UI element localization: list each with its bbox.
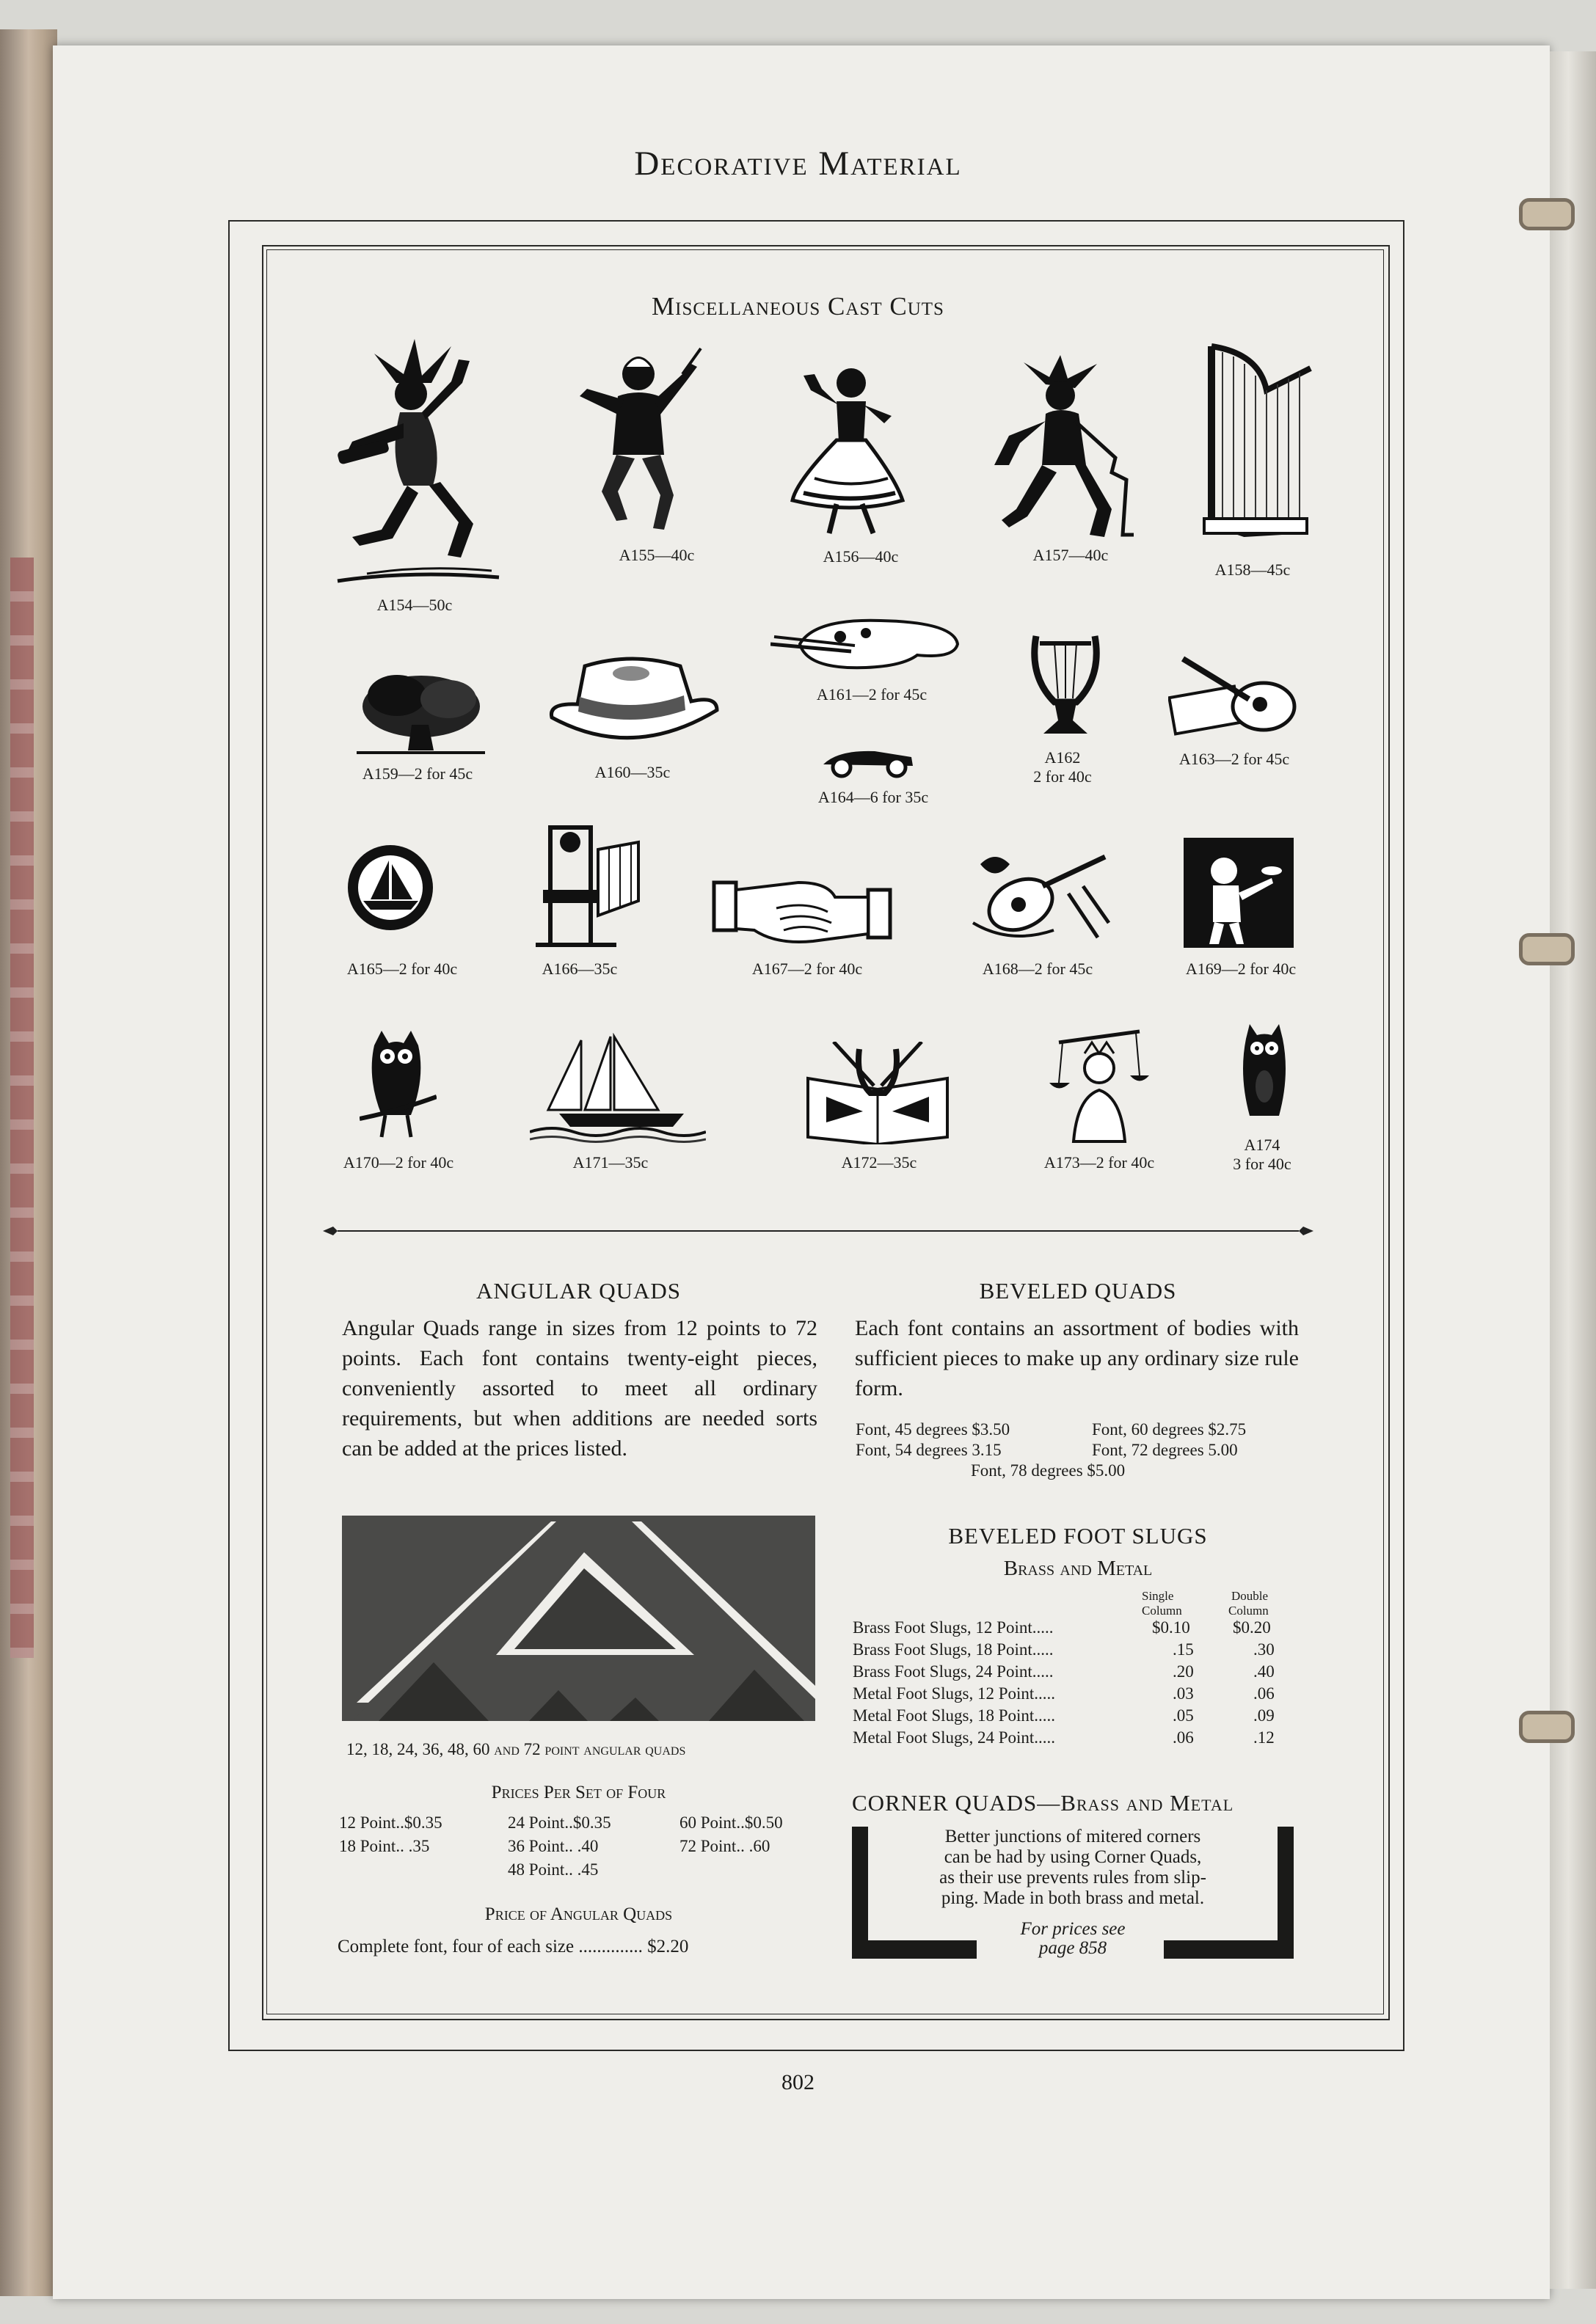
foot-slug-double: .09 [1253, 1706, 1275, 1725]
price-60pt-size: 60 Point.. [679, 1813, 745, 1832]
foot-slug-double: .12 [1253, 1728, 1275, 1747]
cut-a166 [528, 820, 646, 952]
cut-a162-label-line2: 2 for 40c [1033, 767, 1092, 786]
beveled-quads-heading: BEVELED QUADS [979, 1278, 1177, 1304]
foot-slug-single: .06 [1173, 1728, 1194, 1747]
price-72pt-value: .60 [748, 1837, 770, 1855]
font-price-label: Complete font, four of each size [338, 1937, 575, 1956]
cut-a158 [1193, 332, 1318, 544]
foot-slugs-heading: BEVELED FOOT SLUGS [948, 1523, 1208, 1549]
cut-a158-label: A158—45c [1214, 560, 1291, 579]
cut-a174-label-line2: 3 for 40c [1233, 1155, 1291, 1173]
foot-slugs-subheading: Brass and Metal [1003, 1557, 1153, 1580]
price-48pt-value: .45 [577, 1860, 599, 1879]
price-48pt-size: 48 Point.. [508, 1860, 573, 1879]
foot-slug-row [853, 1728, 1278, 1747]
foot-slug-row [853, 1640, 1278, 1659]
price-24pt [508, 1813, 611, 1832]
foot-slug-label: Brass Foot Slugs, 18 Point..... [853, 1640, 1054, 1659]
cut-a167-label: A167—2 for 40c [751, 960, 863, 978]
angular-quads-font-price-title: Price of Angular Quads [484, 1904, 673, 1924]
cut-a161 [770, 615, 965, 673]
foot-slug-label: Metal Foot Slugs, 24 Point..... [853, 1728, 1056, 1747]
handshake-icon [710, 872, 894, 952]
price-12pt-value: $0.35 [404, 1813, 442, 1832]
foot-slug-double: .06 [1253, 1684, 1275, 1703]
binder-ring-icon [1519, 1711, 1575, 1743]
cut-a160-label: A160—35c [594, 763, 671, 781]
cut-a164 [816, 742, 919, 779]
binder-ring-icon [1519, 933, 1575, 965]
cut-a161-label: A161—2 for 45c [816, 685, 928, 704]
price-48pt [508, 1860, 598, 1879]
tree-icon [357, 666, 485, 761]
cut-a170-label: A170—2 for 40c [343, 1153, 454, 1172]
price-72pt [679, 1837, 770, 1856]
foot-slug-row [853, 1684, 1278, 1703]
cut-a171 [530, 1033, 706, 1143]
corner-quads-line3: as their use prevents rules from slip- [939, 1868, 1206, 1888]
font-price-value: $2.20 [647, 1937, 689, 1956]
price-18pt-value: .35 [408, 1837, 430, 1855]
col-double-header-2: Column [1228, 1604, 1269, 1618]
foot-slug-label: Brass Foot Slugs, 12 Point..... [853, 1618, 1054, 1637]
angular-quads-illustration [342, 1516, 815, 1731]
cut-a174 [1239, 1024, 1290, 1123]
beveled-row2-left: Font, 54 degrees 3.15 [856, 1441, 1002, 1459]
cut-a169-label: A169—2 for 40c [1185, 960, 1297, 978]
beveled-row2-right: Font, 72 degrees 5.00 [1092, 1441, 1238, 1459]
price-12pt-size: 12 Point.. [339, 1813, 404, 1832]
corner-quads-line1: Better junctions of mitered corners [944, 1827, 1201, 1846]
dancing-girl-icon [781, 354, 914, 544]
justice-scales-icon [1048, 1024, 1151, 1145]
price-24pt-size: 24 Point.. [508, 1813, 573, 1832]
cut-a172 [804, 1042, 951, 1144]
beveled-row1-left: Font, 45 degrees $3.50 [856, 1420, 1010, 1439]
angular-quads-heading: ANGULAR QUADS [475, 1278, 682, 1304]
angular-quads-caption: 12, 18, 24, 36, 48, 60 and 72 point angular quads [346, 1740, 686, 1758]
cut-a159-label: A159—2 for 45c [362, 764, 473, 783]
corner-quads-heading-main: CORNER QUADS— [852, 1790, 1061, 1816]
font-price-leader: .............. [578, 1937, 643, 1956]
cut-a154 [323, 332, 506, 588]
harp-icon [1193, 332, 1318, 544]
ship-seal-icon [345, 842, 437, 934]
price-36pt-value: .40 [577, 1837, 599, 1855]
price-24pt-value: $0.35 [572, 1813, 611, 1832]
price-36pt-size: 36 Point.. [508, 1837, 573, 1855]
spine-strip [10, 558, 34, 1658]
price-60pt [679, 1813, 783, 1832]
beveled-quads-body: Each font contains an assortment of bodies with sufficient pieces to make up any ordinary size rule form. [855, 1316, 1299, 1400]
price-72pt-size: 72 Point.. [679, 1837, 745, 1855]
waiter-icon [1184, 838, 1294, 948]
palette-icon [770, 615, 965, 673]
cut-a168 [966, 842, 1112, 949]
price-60pt-value: $0.50 [744, 1813, 783, 1832]
corner-quads-note-line2: page 858 [1038, 1938, 1107, 1958]
corner-quads-line2: can be had by using Corner Quads, [944, 1847, 1202, 1867]
section-title: Miscellaneous Cast Cuts [652, 292, 944, 321]
owl-icon [1239, 1024, 1290, 1123]
cut-a173 [1048, 1024, 1151, 1145]
price-18pt [339, 1837, 429, 1856]
beveled-row3: Font, 78 degrees $5.00 [971, 1461, 1126, 1480]
foot-slug-double: $0.20 [1233, 1618, 1271, 1637]
cut-a174-label-line1: A174 [1244, 1136, 1280, 1154]
running-title: Decorative Material [634, 145, 962, 183]
cut-a160 [544, 651, 724, 754]
foot-slug-row [853, 1662, 1278, 1681]
cut-a157-label: A157—40c [1032, 546, 1109, 564]
beveled-row1-right: Font, 60 degrees $2.75 [1092, 1420, 1247, 1439]
cut-a157 [987, 355, 1137, 546]
angular-quads-body: Angular Quads range in sizes from 12 points to 72 points. Each font contains twenty-eight pieces, conveniently assorted to meet all ordinary requirements, but when additions are needed sorts can be added at the prices listed. [342, 1316, 817, 1461]
schooner-icon [530, 1033, 706, 1143]
cut-a162-label-line1: A162 [1044, 748, 1081, 767]
cut-a164-label: A164—6 for 35c [817, 788, 929, 806]
cut-a170 [360, 1027, 437, 1144]
foot-slug-single: $0.10 [1152, 1618, 1190, 1637]
cut-a169 [1184, 838, 1294, 948]
harlequin-icon [572, 345, 704, 543]
cut-a163-label: A163—2 for 45c [1178, 750, 1290, 768]
price-12pt [339, 1813, 442, 1832]
corner-quads-heading [852, 1790, 1234, 1816]
angular-quads-prices-title: Prices Per Set of Four [491, 1783, 666, 1802]
jester-dancing-icon [323, 332, 506, 588]
cut-a173-label: A173—2 for 40c [1043, 1153, 1155, 1172]
cut-a165 [345, 842, 437, 934]
race-car-icon [816, 742, 919, 779]
angular-quads-font-price [338, 1937, 816, 1957]
cut-a168-label: A168—2 for 45c [982, 960, 1093, 978]
page-number: 802 [781, 2070, 815, 2094]
cut-a155 [572, 345, 704, 543]
cut-a154-label: A154—50c [376, 596, 453, 614]
owl-on-branch-icon [360, 1027, 437, 1144]
printing-press-icon [528, 820, 646, 952]
foot-slug-row [853, 1706, 1278, 1725]
foot-slug-label: Brass Foot Slugs, 24 Point..... [853, 1662, 1054, 1681]
corner-quads-note-line1: For prices see [1020, 1919, 1126, 1939]
cut-a166-label: A166—35c [542, 960, 618, 978]
musical-instruments-icon [966, 842, 1112, 949]
col-single-header-1: Single [1142, 1589, 1174, 1603]
lyre-book-icon [804, 1042, 951, 1144]
cut-a162 [1021, 625, 1109, 739]
cut-a156 [781, 354, 914, 544]
cut-a159 [357, 666, 485, 761]
ornamental-divider [323, 1220, 1313, 1242]
jester-with-mandolin-icon [987, 355, 1137, 546]
foot-slug-single: .05 [1173, 1706, 1194, 1725]
col-double-header-1: Double [1231, 1589, 1269, 1603]
foot-slug-label: Metal Foot Slugs, 12 Point..... [853, 1684, 1056, 1703]
cut-a172-label: A172—35c [841, 1153, 917, 1172]
corner-quads-line4: ping. Made in both brass and metal. [941, 1888, 1205, 1908]
corner-quads-heading-sc: Brass and Metal [1060, 1790, 1234, 1816]
binder-ring-icon [1519, 198, 1575, 230]
foot-slug-row [853, 1618, 1278, 1637]
foot-slug-single: .03 [1173, 1684, 1194, 1703]
cut-a165-label: A165—2 for 40c [346, 960, 458, 978]
cut-a163 [1168, 651, 1300, 736]
book-edge-right [1550, 51, 1596, 2289]
mandolin-icon [1168, 651, 1300, 736]
foot-slug-double: .40 [1253, 1662, 1275, 1681]
foot-slug-double: .30 [1253, 1640, 1275, 1659]
cut-a156-label: A156—40c [823, 547, 899, 566]
cut-a155-label: A155—40c [619, 546, 695, 564]
straw-hat-icon [544, 651, 724, 754]
lyre-icon [1021, 625, 1109, 739]
foot-slug-single: .20 [1173, 1662, 1194, 1681]
col-single-header-2: Column [1142, 1604, 1182, 1618]
cut-a167 [710, 872, 894, 952]
foot-slug-single: .15 [1173, 1640, 1194, 1659]
foot-slug-label: Metal Foot Slugs, 18 Point..... [853, 1706, 1056, 1725]
price-18pt-size: 18 Point.. [339, 1837, 404, 1855]
cut-a171-label: A171—35c [572, 1153, 649, 1172]
price-36pt [508, 1837, 598, 1856]
